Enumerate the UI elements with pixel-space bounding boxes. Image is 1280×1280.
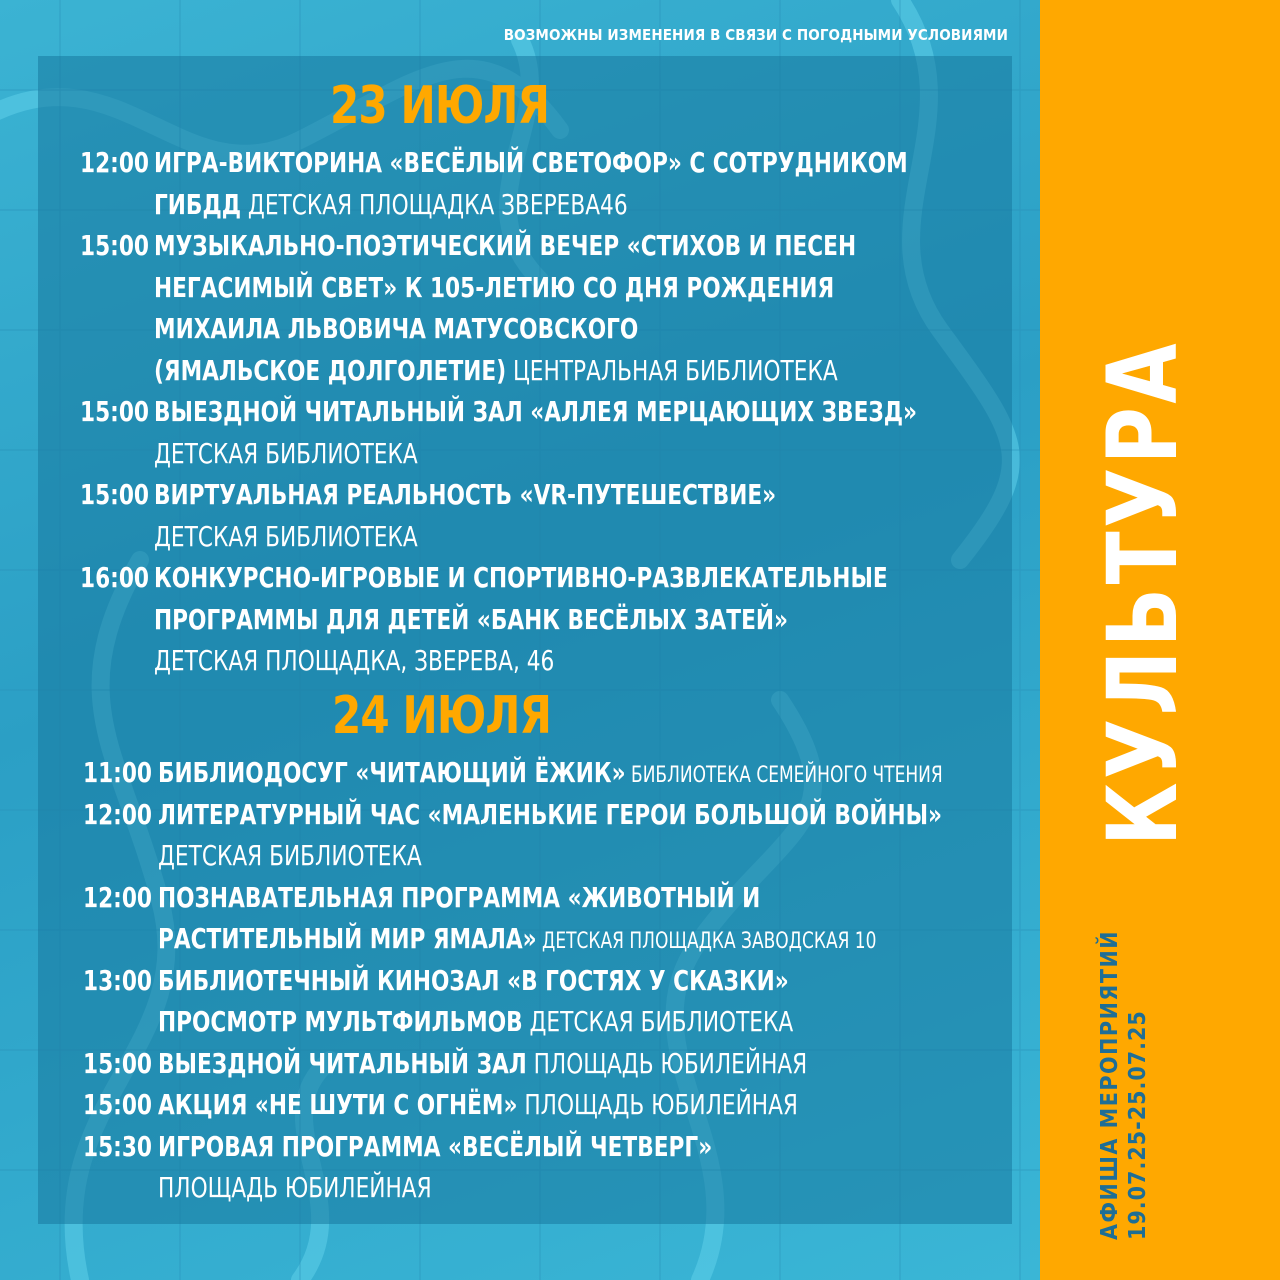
- event-place: ПЛОЩАДЬ ЮБИЛЕЙНАЯ: [158, 1171, 432, 1204]
- event-text: [154, 474, 776, 516]
- event-title: АКЦИЯ «НЕ ШУТИ С ОГНЁМ»: [158, 1088, 518, 1121]
- event-text: [158, 877, 760, 919]
- event-place: ДЕТСКАЯ ПЛОЩАДКА ЗВЕРЕВА46: [241, 187, 628, 221]
- event-text: [154, 640, 554, 682]
- event-title: ИГРА-ВИКТОРИНА «ВЕСЁЛЫЙ СВЕТОФОР» С СОТРУДНИКОМ: [154, 146, 908, 179]
- date-range: 19.07.25-25.07.25: [1125, 1010, 1151, 1240]
- event-text: [158, 835, 422, 877]
- event-text: [154, 557, 888, 599]
- event-line: [0, 267, 1040, 309]
- event-text: [154, 142, 908, 184]
- event-place: БИБЛИОТЕКА СЕМЕЙНОГО ЧТЕНИЯ: [625, 763, 943, 788]
- weather-notice: ВОЗМОЖНЫ ИЗМЕНЕНИЯ В СВЯЗИ С ПОГОДНЫМИ УСЛОВИЯМИ: [503, 26, 1008, 44]
- event-item: [0, 960, 1040, 1043]
- event-line: [0, 557, 1040, 599]
- event-time: 15:00: [80, 478, 149, 511]
- event-item: [0, 474, 1040, 557]
- event-time: 13:00: [83, 963, 152, 997]
- event-item: [0, 877, 1040, 960]
- event-item: [0, 225, 1040, 391]
- event-text: [154, 308, 638, 350]
- event-item: [0, 1084, 1040, 1126]
- event-place: ДЕТСКАЯ БИБЛИОТЕКА: [158, 839, 422, 872]
- event-line: [0, 835, 1040, 877]
- event-title: КОНКУРСНО-ИГРОВЫЕ И СПОРТИВНО-РАЗВЛЕКАТЕЛЬНЫЕ: [154, 561, 888, 594]
- event-text: [158, 1043, 807, 1085]
- event-item: [0, 1126, 1040, 1209]
- event-title: ВИРТУАЛЬНАЯ РЕАЛЬНОСТЬ «VR-ПУТЕШЕСТВИЕ»: [154, 478, 777, 511]
- event-line: [0, 960, 1040, 1002]
- event-item: [0, 1043, 1040, 1085]
- event-title: РАСТИТЕЛЬНЫЙ МИР ЯМАЛА»: [158, 922, 537, 955]
- event-line: [0, 1126, 1040, 1168]
- event-place: ДЕТСКАЯ ПЛОЩАДКА ЗАВОДСКАЯ 10: [536, 929, 877, 954]
- event-time: 15:00: [80, 229, 149, 262]
- event-title: ВЫЕЗДНОЙ ЧИТАЛЬНЫЙ ЗАЛ: [158, 1046, 527, 1080]
- event-line: [0, 1084, 1040, 1126]
- event-title: (ЯМАЛЬСКОЕ ДОЛГОЛЕТИЕ): [154, 353, 507, 387]
- event-line: [0, 599, 1040, 641]
- event-line: [0, 391, 1040, 433]
- event-line: [0, 516, 1040, 558]
- event-line: [0, 1167, 1040, 1209]
- event-time: 15:00: [83, 1046, 152, 1080]
- event-text: [158, 918, 876, 963]
- date-heading-day1: 23 ИЮЛЯ: [330, 76, 549, 136]
- event-text: [158, 1167, 432, 1209]
- event-line: [0, 1001, 1040, 1043]
- event-text: [154, 391, 917, 433]
- event-place: ДЕТСКАЯ БИБЛИОТЕКА: [154, 436, 418, 470]
- event-place: ДЕТСКАЯ БИБЛИОТЕКА: [522, 1005, 794, 1038]
- event-line: [0, 184, 1040, 226]
- event-time: 12:00: [83, 797, 152, 831]
- section-title: КУЛЬТУРА: [1087, 339, 1199, 846]
- event-item: [0, 142, 1040, 225]
- event-text: [154, 225, 856, 267]
- event-line: [0, 350, 1040, 392]
- event-line: [0, 433, 1040, 475]
- event-time: 15:30: [83, 1129, 152, 1163]
- event-time: 12:00: [80, 146, 149, 179]
- event-line: [0, 474, 1040, 516]
- event-title: МУЗЫКАЛЬНО-ПОЭТИЧЕСКИЙ ВЕЧЕР «СТИХОВ И ПЕСЕН: [154, 229, 857, 262]
- event-text: [154, 267, 834, 309]
- event-time: 11:00: [83, 756, 152, 789]
- event-line: [0, 794, 1040, 836]
- event-item: [0, 557, 1040, 682]
- event-title: ВЫЕЗДНОЙ ЧИТАЛЬНЫЙ ЗАЛ «АЛЛЕЯ МЕРЦАЮЩИХ ЗВЕЗД»: [154, 395, 918, 428]
- event-place: ЦЕНТРАЛЬНАЯ БИБЛИОТЕКА: [506, 353, 838, 387]
- event-item: [0, 752, 1040, 794]
- event-title: ГИБДД: [154, 187, 242, 221]
- event-title: НЕГАСИМЫЙ СВЕТ» К 105-ЛЕТИЮ СО ДНЯ РОЖДЕНИЯ: [154, 270, 835, 304]
- event-title: ИГРОВАЯ ПРОГРАММА «ВЕСЁЛЫЙ ЧЕТВЕРГ»: [158, 1129, 713, 1163]
- event-title: ЛИТЕРАТУРНЫЙ ЧАС «МАЛЕНЬКИЕ ГЕРОИ БОЛЬШОЙ ВОЙНЫ»: [158, 797, 943, 831]
- event-line: [0, 918, 1040, 960]
- event-text: [158, 1001, 793, 1043]
- event-title: ПРОСМОТР МУЛЬТФИЛЬМОВ: [158, 1005, 523, 1038]
- event-time: 12:00: [83, 880, 152, 914]
- event-title: ПРОГРАММЫ ДЛЯ ДЕТЕЙ «БАНК ВЕСЁЛЫХ ЗАТЕЙ»: [154, 602, 789, 636]
- date-heading-day2: 24 ИЮЛЯ: [332, 686, 551, 746]
- event-title: МИХАИЛА ЛЬВОВИЧА МАТУСОВСКОГО: [154, 312, 639, 345]
- event-place: ДЕТСКАЯ БИБЛИОТЕКА: [154, 519, 418, 553]
- event-place: ДЕТСКАЯ ПЛОЩАДКА, ЗВЕРЕВА, 46: [154, 644, 555, 677]
- event-title: ПОЗНАВАТЕЛЬНАЯ ПРОГРАММА «ЖИВОТНЫЙ И: [158, 880, 761, 914]
- event-title: БИБЛИОДОСУГ «ЧИТАЮЩИЙ ЁЖИК»: [158, 756, 626, 789]
- event-line: [0, 640, 1040, 682]
- event-place: ПЛОЩАДЬ ЮБИЛЕЙНАЯ: [526, 1046, 808, 1080]
- event-time: 15:00: [83, 1088, 152, 1121]
- event-time: 16:00: [80, 561, 149, 594]
- event-line: [0, 308, 1040, 350]
- event-time: 15:00: [80, 395, 149, 428]
- afisha-subtitle: АФИША МЕРОПРИЯТИЙ: [1097, 929, 1123, 1240]
- event-text: [154, 350, 838, 392]
- event-text: [158, 960, 789, 1002]
- event-line: [0, 142, 1040, 184]
- event-text: [154, 599, 788, 641]
- event-text: [158, 794, 942, 836]
- event-line: [0, 752, 1040, 794]
- event-text: [158, 1126, 712, 1168]
- event-text: [154, 433, 418, 475]
- event-item: [0, 794, 1040, 877]
- event-line: [0, 225, 1040, 267]
- event-place: ПЛОЩАДЬ ЮБИЛЕЙНАЯ: [517, 1088, 798, 1121]
- event-line: [0, 1043, 1040, 1085]
- event-text: [154, 516, 418, 558]
- event-title: БИБЛИОТЕЧНЫЙ КИНОЗАЛ «В ГОСТЯХ У СКАЗКИ»: [158, 963, 789, 997]
- event-text: [158, 752, 943, 797]
- event-line: [0, 877, 1040, 919]
- event-text: [158, 1084, 798, 1126]
- event-item: [0, 391, 1040, 474]
- event-text: [154, 184, 628, 226]
